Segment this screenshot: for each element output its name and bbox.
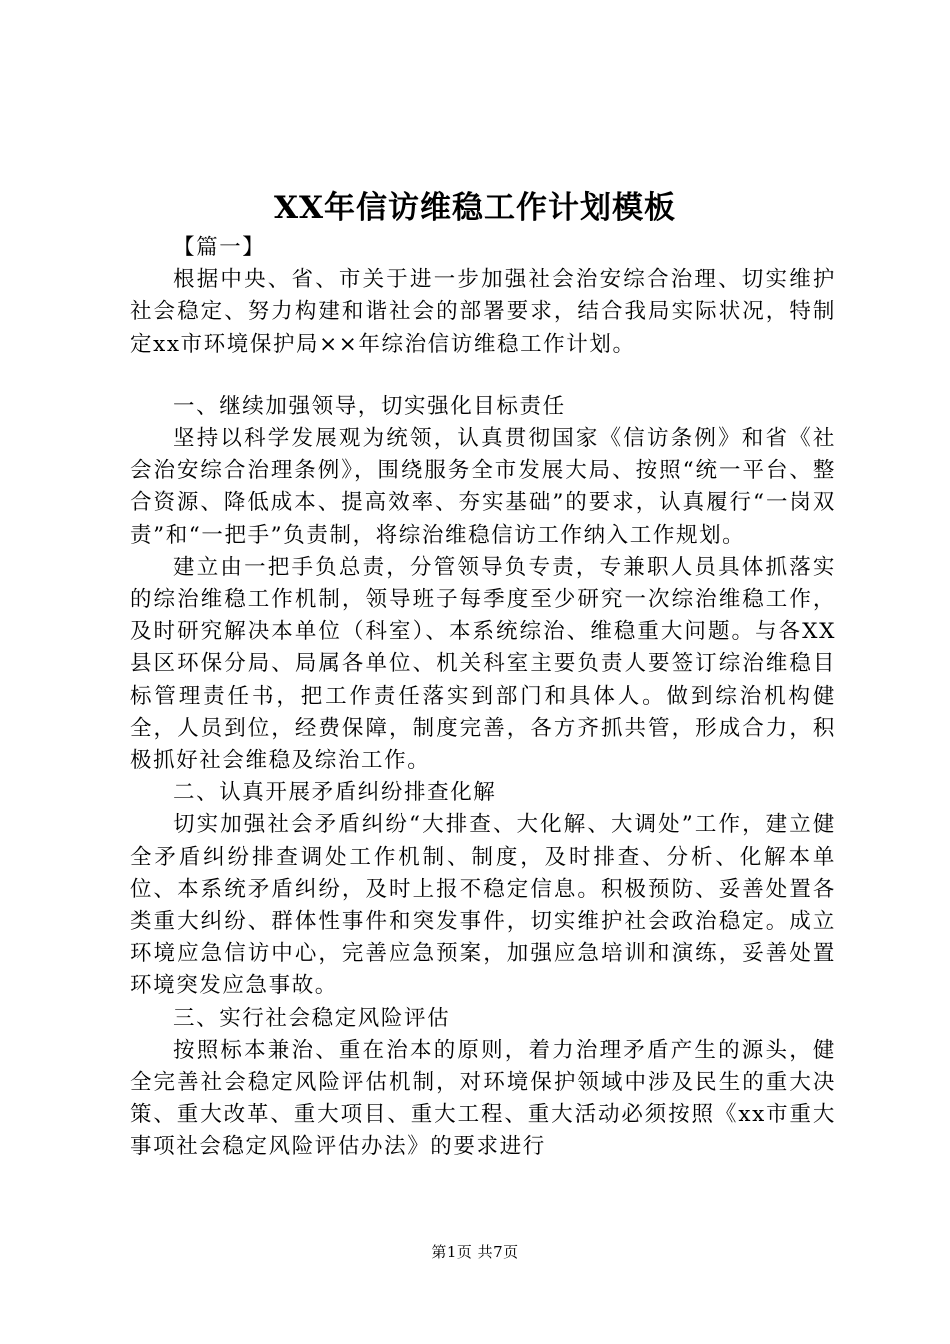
section-heading-3: 三、实行社会稳定风险评估: [173, 1005, 451, 1031]
body-paragraph: 按照标本兼治、重在治本的原则，着力治理矛盾产生的源头，健全完善社会稳定风险评估机制，对环境保护领域中涉及民生的重大决策、重大改革、重大项目、重大工程、重大活动必须按照《xx市重大事项社会稳定风险评估办法》的要求进行: [130, 1037, 836, 1160]
body-paragraph: 坚持以科学发展观为统领，认真贯彻国家《信访条例》和省《社会治安综合治理条例》，围绕服务全市发展大局、按照“统一平台、整合资源、降低成本、提高效率、夯实基础”的要求，认真履行“一岗双责”和“一把手”负责制，将综治维稳信访工作纳入工作规划。: [130, 426, 836, 548]
intro-paragraph: 根据中央、省、市关于进一步加强社会治安综合治理、切实维护社会稳定、努力构建和谐社会的部署要求，结合我局实际状况，特制定xx市环境保护局××年综治信访维稳工作计划。: [130, 267, 836, 357]
section-heading-2: 二、认真开展矛盾纠纷排查化解: [173, 780, 497, 806]
document-body: [130, 232, 836, 1164]
body-paragraph: 建立由一把手负总责，分管领导负专责，专兼职人员具体抓落实的综治维稳工作机制，领导班子每季度至少研究一次综治维稳工作，及时研究解决本单位（科室）、本系统综治、维稳重大问题。与各XX县区环保分局、局属各单位、机关科室主要负责人要签订综治维稳目标管理责任书，把工作责任落实到部门和具体人。做到综治机构健全，人员到位，经费保障，制度完善，各方齐抓共管，形成合力，积极抓好社会维稳及综治工作。: [130, 554, 836, 774]
page-number-footer: 第1页 共7页: [431, 1243, 519, 1261]
document-title: XX年信访维稳工作计划模板: [273, 190, 677, 226]
section-heading-1: 一、继续加强领导，切实强化目标责任: [173, 393, 566, 419]
section-label: 【篇一】: [173, 235, 266, 260]
body-paragraph: 切实加强社会矛盾纠纷“大排查、大化解、大调处”工作，建立健全矛盾纠纷排查调处工作机制、制度，及时排查、分析、化解本单位、本系统矛盾纠纷，及时上报不稳定信息。积极预防、妥善处置各类重大纠纷、群体性事件和突发事件，切实维护社会政治稳定。成立环境应急信访中心，完善应急预案，加强应急培训和演练，妥善处置环境突发应急事故。: [130, 812, 836, 999]
